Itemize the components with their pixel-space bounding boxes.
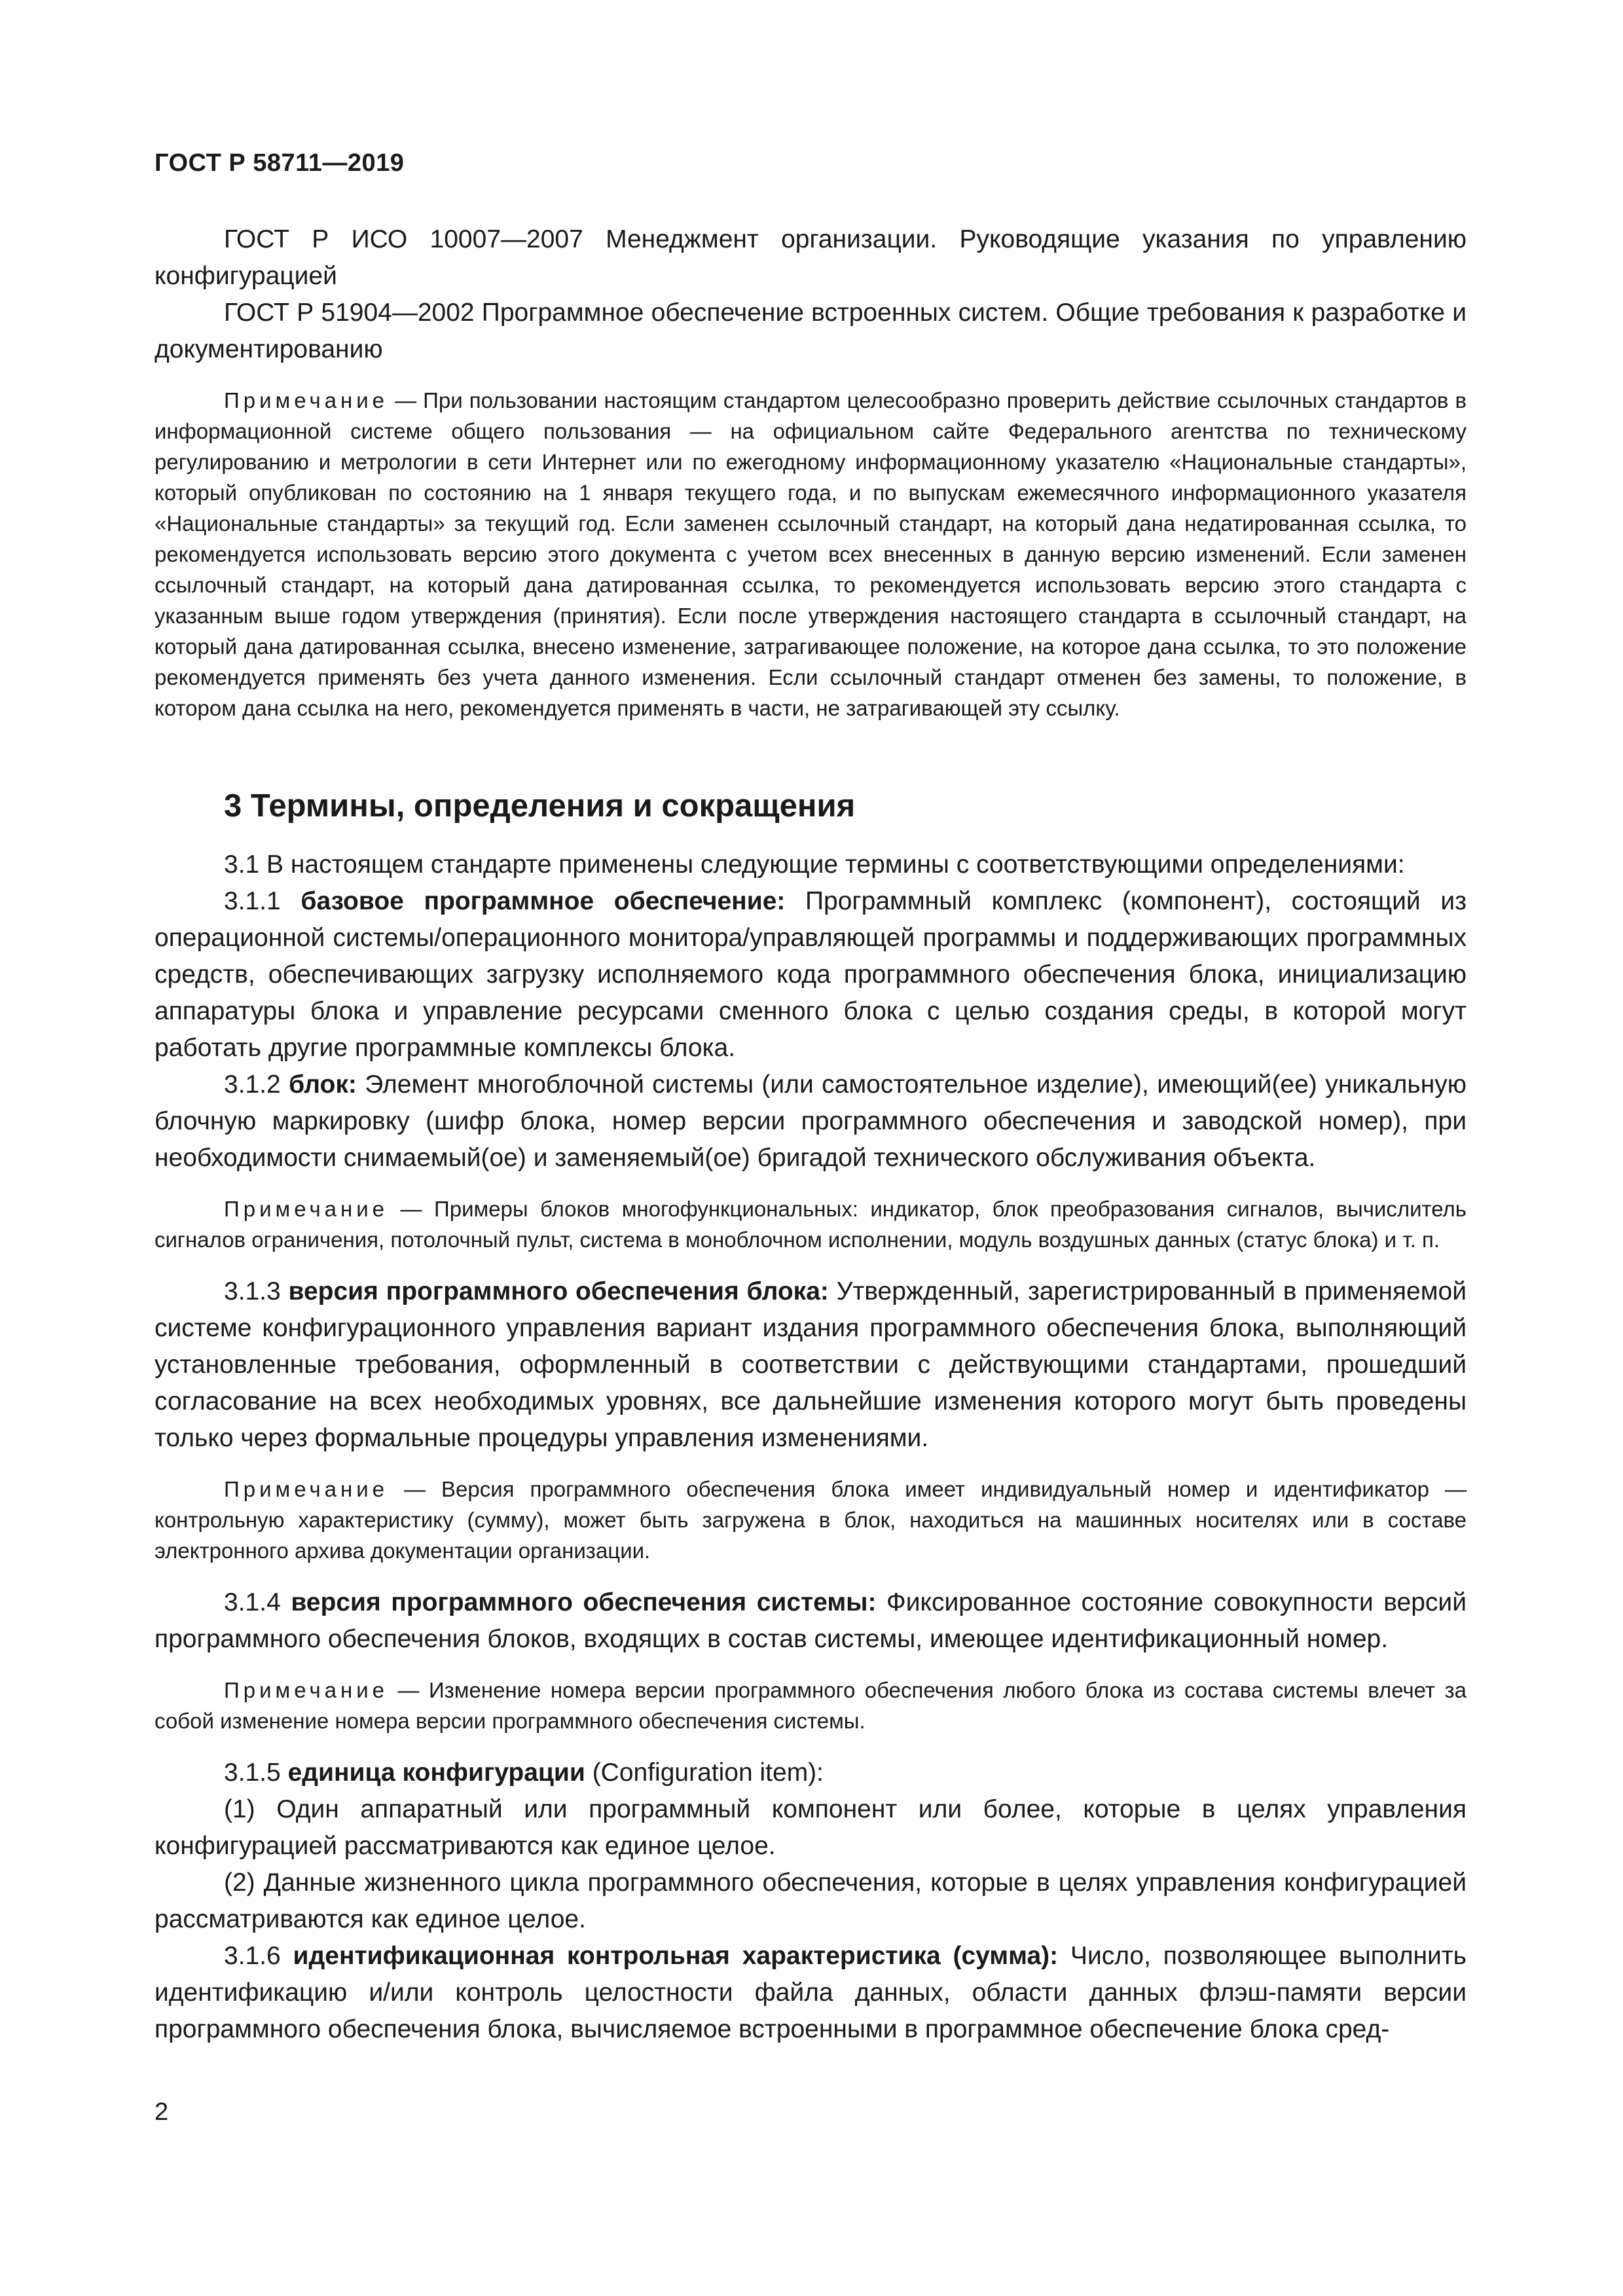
reference-51904: ГОСТ Р 51904—2002 Программное обеспечение встроенных систем. Общие требования к разработке и документированию [155, 299, 1467, 363]
section-title: 3 Термины, определения и сокращения [224, 788, 856, 824]
term-name: базовое программное обеспечение: [301, 887, 786, 915]
note-3-1-2: Примечание — Примеры блоков многофункциональных: индикатор, блок преобразования сигналов, вычислитель сигналов ограничения, потолочный пульт, система в моноблочном исполнении, модуль воздушных данных (статус блока) и т. п. [155, 1197, 1467, 1252]
note-3-1-3: Примечание — Версия программного обеспечения блока имеет индивидуальный номер и идентификатор — контрольную характеристику (сумму), может быть загружена в блок, находиться на машинных носителях или в составе электронного архива документации организации. [155, 1477, 1467, 1563]
page-content [155, 221, 1467, 2048]
term-3-1-3: 3.1.3 версия программного обеспечения блока: Утвержденный, зарегистрированный в применяемой системе конфигурационного управления вариант издания программного обеспечения блока, выполняющий установленные требования, оформленный в соответствии с действующими стандартами, прошедший согласование на всех необходимых уровнях, все дальнейшие изменения которого могут быть проведены только через формальные процедуры управления изменениями. [155, 1277, 1467, 1452]
term-3-1-5-item-1: (1) Один аппаратный или программный компонент или более, которые в целях управления конфигурацией рассматриваются как единое целое. [155, 1795, 1467, 1860]
term-3-1-1: 3.1.1 базовое программное обеспечение: Программный комплекс (компонент), состоящий из операционной системы/операционного монитора/управляющей программы и поддерживающих программных средств, обеспечивающих загрузку исполняемого кода программного обеспечения блока, инициализацию аппаратуры блока и управление ресурсами сменного блока с целью создания среды, в которой могут работать другие программные комплексы блока. [155, 887, 1467, 1062]
term-name: версия программного обеспечения системы: [291, 1588, 877, 1616]
note-3-1-4: Примечание — Изменение номера версии программного обеспечения любого блока из состава системы влечет за собой изменение номера версии программного обеспечения системы. [155, 1678, 1467, 1733]
paragraph-3-1: 3.1 В настоящем стандарте применены следующие термины с соответствующими определениями: [224, 850, 1405, 879]
page-number: 2 [155, 2098, 169, 2126]
term-3-1-5: 3.1.5 единица конфигурации (Configuration item): [224, 1758, 824, 1787]
note-label: Примечание [224, 388, 389, 412]
term-name: идентификационная контрольная характеристика (сумма): [293, 1942, 1059, 1970]
term-name: блок: [289, 1070, 357, 1099]
term-3-1-5-item-2: (2) Данные жизненного цикла программного обеспечения, которые в целях управления конфигурацией рассматриваются как единое целое. [155, 1868, 1467, 1933]
term-3-1-2: 3.1.2 блок: Элемент многоблочной системы (или самостоятельное изделие), имеющий(ее) уникальную блочную маркировку (шифр блока, номер версии программного обеспечения и заводской номер), при необходимости снимаемый(ое) и заменяемый(ое) бригадой технического обслуживания объекта. [155, 1070, 1467, 1172]
term-3-1-6: 3.1.6 идентификационная контрольная характеристика (сумма): Число, позволяющее выполнить идентификацию и/или контроль целостности файла данных, области данных флэш-памяти версии программного обеспечения блока, вычисляемое встроенными в программное обеспечение блока сред- [155, 1942, 1467, 2043]
term-3-1-4: 3.1.4 версия программного обеспечения системы: Фиксированное состояние совокупности версий программного обеспечения блоков, входящих в состав системы, имеющее идентификационный номер. [155, 1588, 1467, 1653]
reference-iso-10007: ГОСТ Р ИСО 10007—2007 Менеджмент организации. Руководящие указания по управлению конфигурацией [155, 225, 1467, 290]
document-code: ГОСТ Р 58711—2019 [155, 149, 405, 177]
term-name: единица конфигурации [287, 1758, 585, 1787]
note-references: Примечание — При пользовании настоящим стандартом целесообразно проверить действие ссылочных стандартов в информационной системе общего пользования — на официальном сайте Федерального агентства по техническому регулированию и метрологии в сети Интернет или по ежегодному информационному указателю «Национальные стандарты», который опубликован по состоянию на 1 января текущего года, и по выпускам ежемесячного информационного указателя «Национальные стандарты» за текущий год. Если заменен ссылочный стандарт, на который дана недатированная ссылка, то рекомендуется использовать версию этого документа с учетом всех внесенных в данную версию изменений. Если заменен ссылочный стандарт, на который дана датированная ссылка, то рекомендуется использовать версию этого стандарта с указанным выше годом утверждения (принятия). Если после утверждения настоящего стандарта в ссылочный стандарт, на который дана датированная ссылка, внесено изменение, затрагивающее положение, на которое дана ссылка, то это положение рекомендуется применять без учета данного изменения. Если ссылочный стандарт отменен без замены, то положение, в котором дана ссылка на него, рекомендуется применять в части, не затрагивающей эту ссылку. [155, 388, 1467, 720]
term-name: версия программного обеспечения блока: [288, 1277, 829, 1305]
